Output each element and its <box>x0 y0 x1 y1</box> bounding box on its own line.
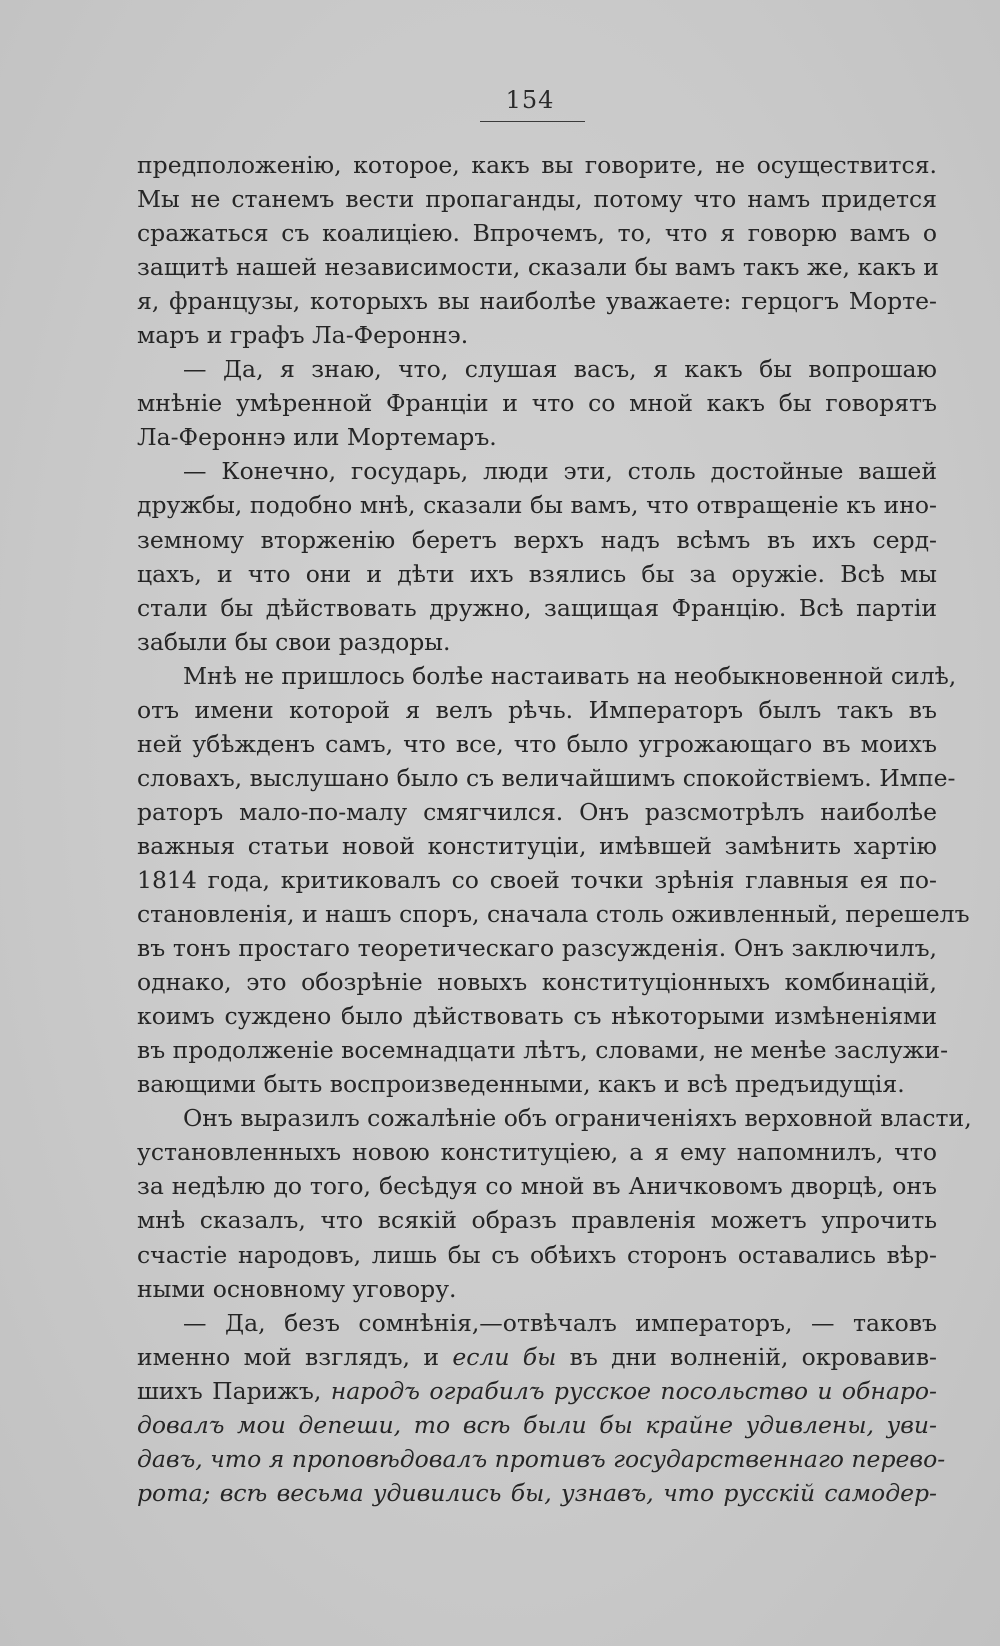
text-line: мнѣніе умѣренной Франціи и что со мной какъ бы говорятъ <box>137 389 937 418</box>
text-line: — Конечно, государь, люди эти, столь достойные вашей <box>183 457 937 486</box>
italic-text-span: давъ, что я проповѣдовалъ противъ государственнаго перево- <box>137 1444 946 1473</box>
text-span: шихъ Парижъ, <box>137 1376 331 1405</box>
text-line: вающими быть воспроизведенными, какъ и всѣ предъидущія. <box>137 1070 905 1099</box>
italic-text-span: если бы <box>452 1342 557 1371</box>
text-line: словахъ, выслушано было съ величайшимъ спокойствіемъ. Импе- <box>137 763 956 792</box>
text-line: отъ имени которой я велъ рѣчь. Императоръ былъ такъ въ <box>137 695 937 724</box>
text-line: важныя статьи новой конституціи, имѣвшей замѣнить хартію <box>137 831 937 860</box>
text-line: становленія, и нашъ споръ, сначала столь оживленный, перешелъ <box>137 900 970 929</box>
text-line: въ тонъ простаго теоретическаго разсужденія. Онъ заключилъ, <box>137 934 937 963</box>
text-line: маръ и графъ Ла-Фероннэ. <box>137 321 469 350</box>
text-line: защитѣ нашей независимости, сказали бы вамъ такъ же, какъ и <box>137 253 939 282</box>
text-line: сражаться съ коалиціею. Впрочемъ, то, что я говорю вамъ о <box>137 219 937 248</box>
text-line: Ла-Фероннэ или Мортемаръ. <box>137 423 497 452</box>
text-line <box>137 1442 946 1476</box>
text-line: Мы не станемъ вести пропаганды, потому что намъ придется <box>137 185 937 214</box>
text-line: однако, это обозрѣніе новыхъ конституціонныхъ комбинацій, <box>137 968 937 997</box>
text-line: земному вторженію беретъ верхъ надъ всѣмъ въ ихъ серд- <box>137 525 937 554</box>
text-line: я, французы, которыхъ вы наиболѣе уважаете: герцогъ Морте- <box>137 287 937 316</box>
text-line <box>137 1340 937 1374</box>
text-line: Мнѣ не пришлось болѣе настаивать на необыкновенной силѣ, <box>183 661 957 690</box>
italic-text-span: довалъ мои депеши, то всѣ были бы крайне удивлены, уви- <box>137 1410 937 1439</box>
text-line: 1814 года, критиковалъ со своей точки зрѣнія главныя ея по- <box>137 865 937 894</box>
body-text <box>137 148 972 1510</box>
page-number-rule <box>480 121 585 122</box>
text-line: мнѣ сказалъ, что всякій образъ правленія можетъ упрочить <box>137 1206 937 1235</box>
text-line: раторъ мало-по-малу смягчился. Онъ разсмотрѣлъ наиболѣе <box>137 797 937 826</box>
text-line: — Да, я знаю, что, слушая васъ, я какъ бы вопрошаю <box>183 355 937 384</box>
text-line: ней убѣжденъ самъ, что все, что было угрожающаго въ моихъ <box>137 729 937 758</box>
text-line: стали бы дѣйствовать дружно, защищая Францію. Всѣ партіи <box>137 593 937 622</box>
text-line: Онъ выразилъ сожалѣніе объ ограниченіяхъ верховной власти, <box>183 1104 972 1133</box>
text-line <box>137 1408 937 1442</box>
text-line: цахъ, и что они и дѣти ихъ взялись бы за оружіе. Всѣ мы <box>137 559 937 588</box>
text-line: въ продолженіе восемнадцати лѣтъ, словами, не менѣе заслужи- <box>137 1036 949 1065</box>
text-span: въ дни волненій, окровавив- <box>556 1342 937 1371</box>
text-line: установленныхъ новою конституціею, а я ему напомнилъ, что <box>137 1138 937 1167</box>
text-span: — Да, безъ сомнѣнія,—отвѣчалъ императоръ, — таковъ <box>183 1308 937 1337</box>
text-line: предположенію, которое, какъ вы говорите, не осуществится. <box>137 151 937 179</box>
text-line <box>137 1306 937 1340</box>
text-line: счастіе народовъ, лишь бы съ обѣихъ сторонъ оставались вѣр- <box>137 1240 937 1269</box>
text-line: за недѣлю до того, бесѣдуя со мной въ Аничковомъ дворцѣ, онъ <box>137 1172 937 1201</box>
text-line: ными основному уговору. <box>137 1274 457 1303</box>
text-span: именно мой взглядъ, и <box>137 1342 453 1371</box>
text-line: забыли бы свои раздоры. <box>137 627 451 656</box>
text-line <box>137 1374 937 1408</box>
text-line: дружбы, подобно мнѣ, сказали бы вамъ, что отвращеніе къ ино- <box>137 491 937 520</box>
italic-text-span: народъ ограбилъ русское посольство и обнаро- <box>330 1376 938 1405</box>
text-line <box>137 1476 937 1510</box>
page-number: 154 <box>505 86 555 114</box>
text-line: коимъ суждено было дѣйствовать съ нѣкоторыми измѣненіями <box>137 1002 937 1031</box>
italic-text-span: рота; всѣ весьма удивились бы, узнавъ, что русскій самодер- <box>137 1478 937 1507</box>
